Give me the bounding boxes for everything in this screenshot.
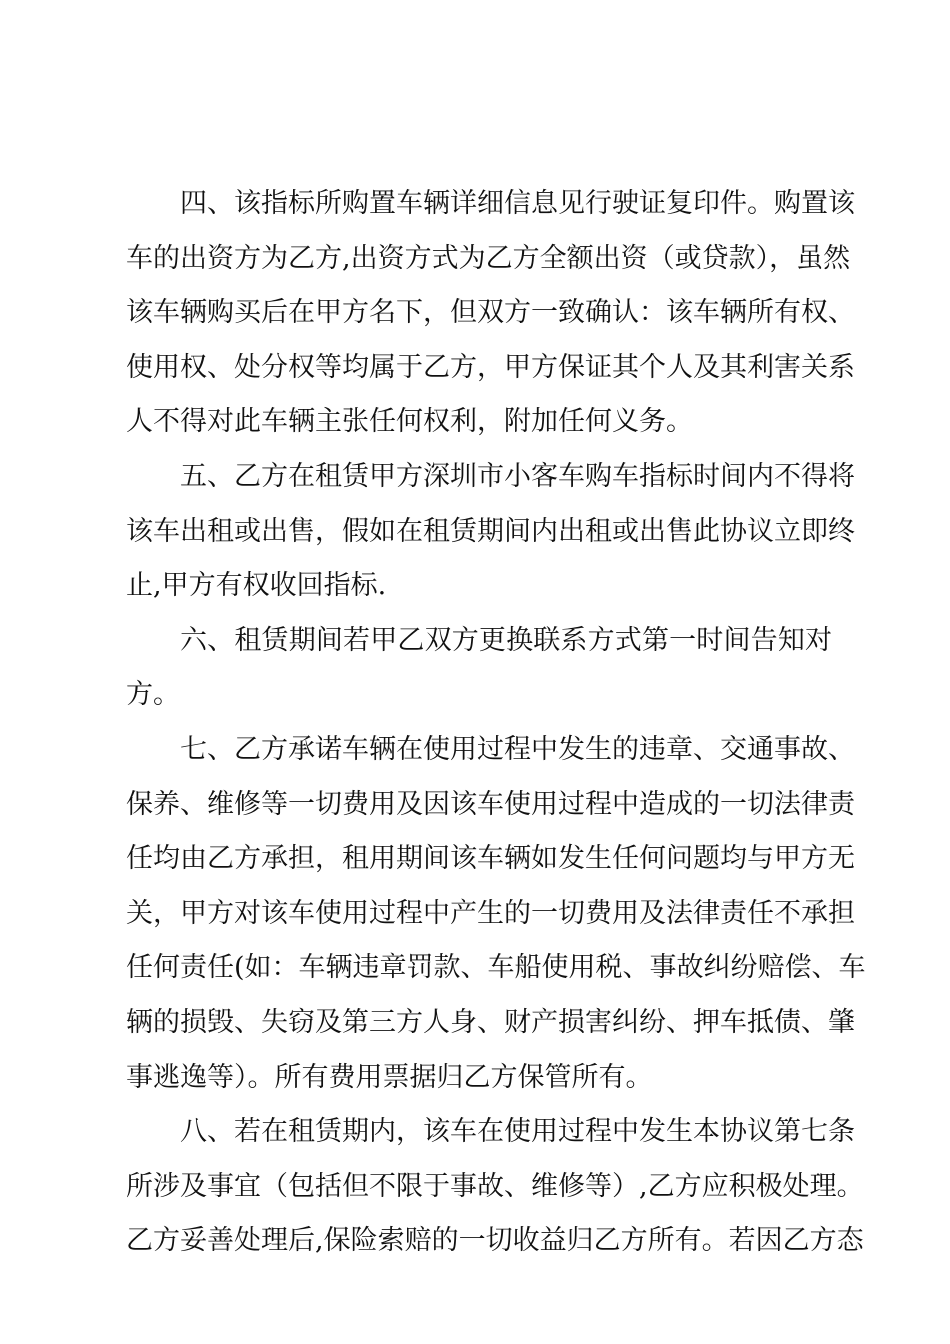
text-line: 五、乙方在租赁甲方深圳市小客车购车指标时间内不得将 bbox=[180, 460, 855, 492]
document-body bbox=[126, 177, 866, 1269]
text-line: 任均由乙方承担，租用期间该车辆如发生任何问题均与甲方无 bbox=[126, 843, 855, 875]
text-line: 八、若在租赁期内，该车在使用过程中发生本协议第七条 bbox=[180, 1116, 855, 1148]
text-line: 事逃逸等）。所有费用票据归乙方保管所有。 bbox=[126, 1061, 653, 1093]
clause-6-paragraph bbox=[126, 614, 832, 723]
text-line: 保养、维修等一切费用及因该车使用过程中造成的一切法律责 bbox=[126, 788, 855, 820]
text-line: 七、乙方承诺车辆在使用过程中发生的违章、交通事故、 bbox=[180, 733, 855, 765]
text-line: 所涉及事宜（包括但不限于事故、维修等）,乙方应积极处理。 bbox=[126, 1170, 864, 1202]
clause-5-paragraph bbox=[126, 450, 855, 614]
text-line: 四、该指标所购置车辆详细信息见行驶证复印件。购置该 bbox=[180, 188, 855, 219]
text-line: 关，甲方对该车使用过程中产生的一切费用及法律责任不承担 bbox=[126, 897, 855, 929]
text-line: 乙方妥善处理后,保险索赔的一切收益归乙方所有。若因乙方态 bbox=[126, 1225, 864, 1257]
text-line: 六、租赁期间若甲乙双方更换联系方式第一时间告知对 bbox=[180, 624, 832, 656]
text-line: 止,甲方有权收回指标. bbox=[126, 570, 387, 602]
clause-4-paragraph bbox=[126, 177, 855, 450]
text-line: 使用权、处分权等均属于乙方，甲方保证其个人及其利害关系 bbox=[126, 351, 855, 383]
text-line: 车的出资方为乙方,出资方式为乙方全额出资（或贷款），虽然 bbox=[126, 242, 851, 274]
clause-7-paragraph bbox=[126, 723, 866, 1105]
text-line: 方。 bbox=[126, 679, 180, 711]
text-line: 任何责任(如：车辆违章罚款、车船使用税、事故纠纷赔偿、车 bbox=[126, 952, 866, 984]
clause-8-paragraph bbox=[126, 1105, 864, 1269]
text-line: 该车辆购买后在甲方名下，但双方一致确认：该车辆所有权、 bbox=[126, 297, 855, 329]
text-line: 人不得对此车辆主张任何权利，附加任何义务。 bbox=[126, 406, 693, 438]
text-line: 辆的损毁、失窃及第三方人身、财产损害纠纷、押车抵债、肇 bbox=[126, 1006, 855, 1038]
text-line: 该车出租或出售，假如在租赁期间内出租或出售此协议立即终 bbox=[126, 515, 855, 547]
